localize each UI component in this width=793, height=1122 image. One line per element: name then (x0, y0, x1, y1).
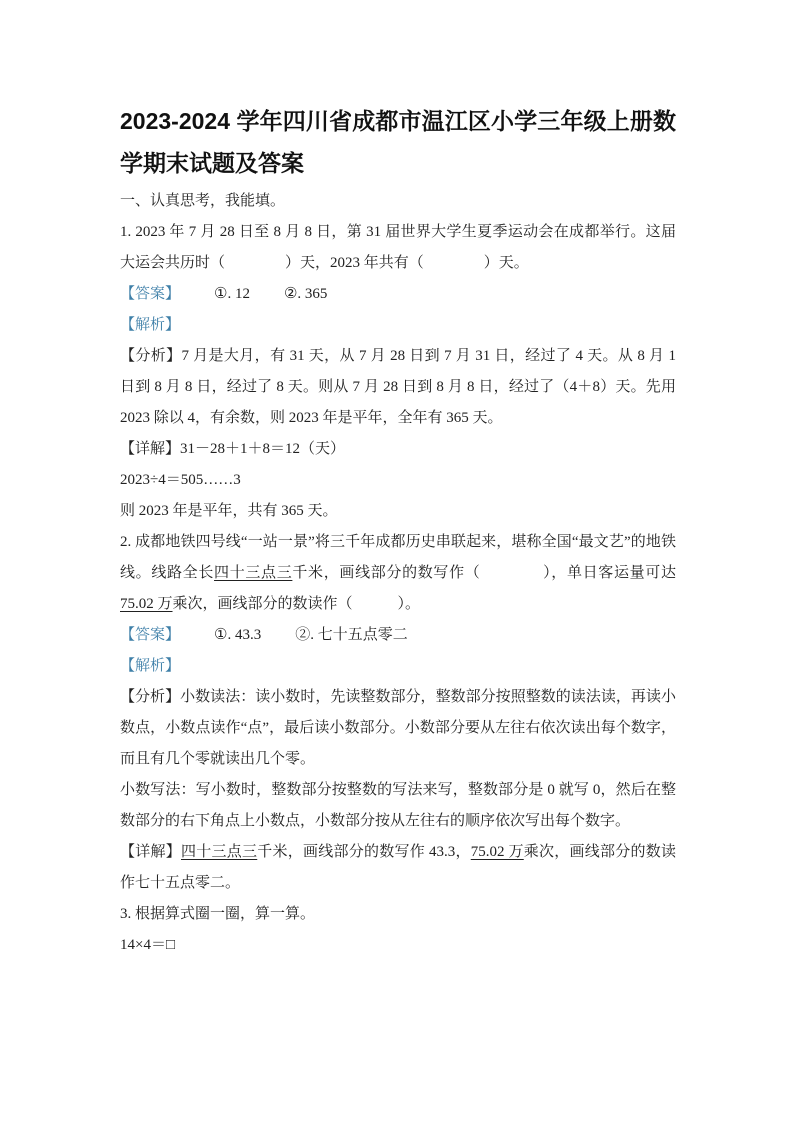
q3-stem: 3. 根据算式圈一圈，算一算。 (120, 906, 316, 922)
q2-fenxi-text-1: 小数读法：读小数时，先读整数部分，整数部分按照整数的读法读，再读小数点，小数点读作“点”，最后读小数部分。小数部分要从左往右依次读出每个数字，而且有几个零就读出几个零。 (120, 689, 676, 767)
q2-answer-item-2: ②. 七十五点零二 (295, 627, 408, 643)
q3-expression: 14×4＝□ (120, 937, 176, 953)
q1-answer-item-2: ②. 365 (283, 286, 328, 302)
q2-stem-underlined-1: 四十三点三 (214, 565, 293, 581)
q1-jiexi-row (120, 310, 676, 341)
q1-answer-item-1: ①. 12 (214, 286, 250, 302)
q2-jiexi-label: 【解析】 (120, 658, 181, 674)
q1-fenxi-label: 【分析】 (120, 348, 182, 364)
q2-stem-part-3: 乘次，画线部分的数读作（ ）。 (172, 596, 421, 612)
q2-xiangjie-text-2: 乘次，画线部分的数读作七十五点零二。 (120, 844, 676, 891)
q1-fenxi-paragraph (120, 341, 676, 434)
q2-stem-part-1: 2. 成都地铁四号线“一站一景”将三千年成都历史串联起来，堪称全国“最文艺”的地铁线。线路全长 (120, 534, 676, 581)
q2-fenxi-paragraph-1 (120, 682, 676, 775)
q1-stem: 1. 2023 年 7 月 28 日至 8 月 8 日，第 31 届世界大学生夏季运动会在成都举行。这届大运会共历时（ ）天，2023 年共有（ ）天。 (120, 224, 676, 271)
q2-answer-label: 【答案】 (120, 627, 181, 643)
section-heading: 一、认真思考，我能填。 (120, 193, 286, 209)
q2-answer-row (120, 620, 676, 651)
q2-xiangjie-text-1: 千米，画线部分的数写作 43.3， (257, 844, 471, 860)
q2-fenxi-label: 【分析】 (120, 689, 181, 705)
q1-xiangjie-text-1: 31－28＋1＋8＝12（天） (180, 441, 346, 457)
q1-xiangjie-label: 【详解】 (120, 441, 181, 457)
q1-jiexi-label: 【解析】 (120, 317, 181, 333)
q2-stem-underlined-2: 75.02 万 (120, 596, 173, 612)
q2-stem-part-2: 千米，画线部分的数写作（ ），单日客运量可达 (292, 565, 676, 581)
document-title: 2023-2024 学年四川省成都市温江区小学三年级上册数学期末试题及答案 (120, 108, 676, 176)
q2-fenxi-paragraph-2: 小数写法：写小数时，整数部分按整数的写法来写，整数部分是 0 就写 0，然后在整数部分的右下角点上小数点，小数部分按从左往右的顺序依次写出每个数字。 (120, 782, 676, 829)
q2-xiangjie-paragraph (120, 837, 676, 899)
q1-answer-row (120, 279, 676, 310)
q2-answer-item-1: ①. 43.3 (214, 627, 262, 643)
q2-xiangjie-underlined-1: 四十三点三 (181, 844, 258, 860)
q1-fenxi-text: 7 月是大月，有 31 天，从 7 月 28 日到 7 月 31 日，经过了 4 天。从 8 月 1 日到 8 月 8 日，经过了 8 天。则从 7 月 28 日到 8 月 8 日，经过了（4＋8）天。先用 2023 除以 4，有余数，则 2023 年是平年，全年有 365 天。 (120, 348, 676, 426)
q2-xiangjie-label: 【详解】 (120, 844, 181, 860)
q2-jiexi-row (120, 651, 676, 682)
q2-xiangjie-underlined-2: 75.02 万 (470, 844, 524, 860)
q1-answer-label: 【答案】 (120, 286, 181, 302)
q2-stem (120, 527, 676, 620)
q1-xiangjie-line-3: 则 2023 年是平年，共有 365 天。 (120, 503, 338, 519)
q1-xiangjie-line-2: 2023÷4＝505……3 (120, 472, 241, 488)
q1-xiangjie-line-1 (120, 434, 676, 465)
